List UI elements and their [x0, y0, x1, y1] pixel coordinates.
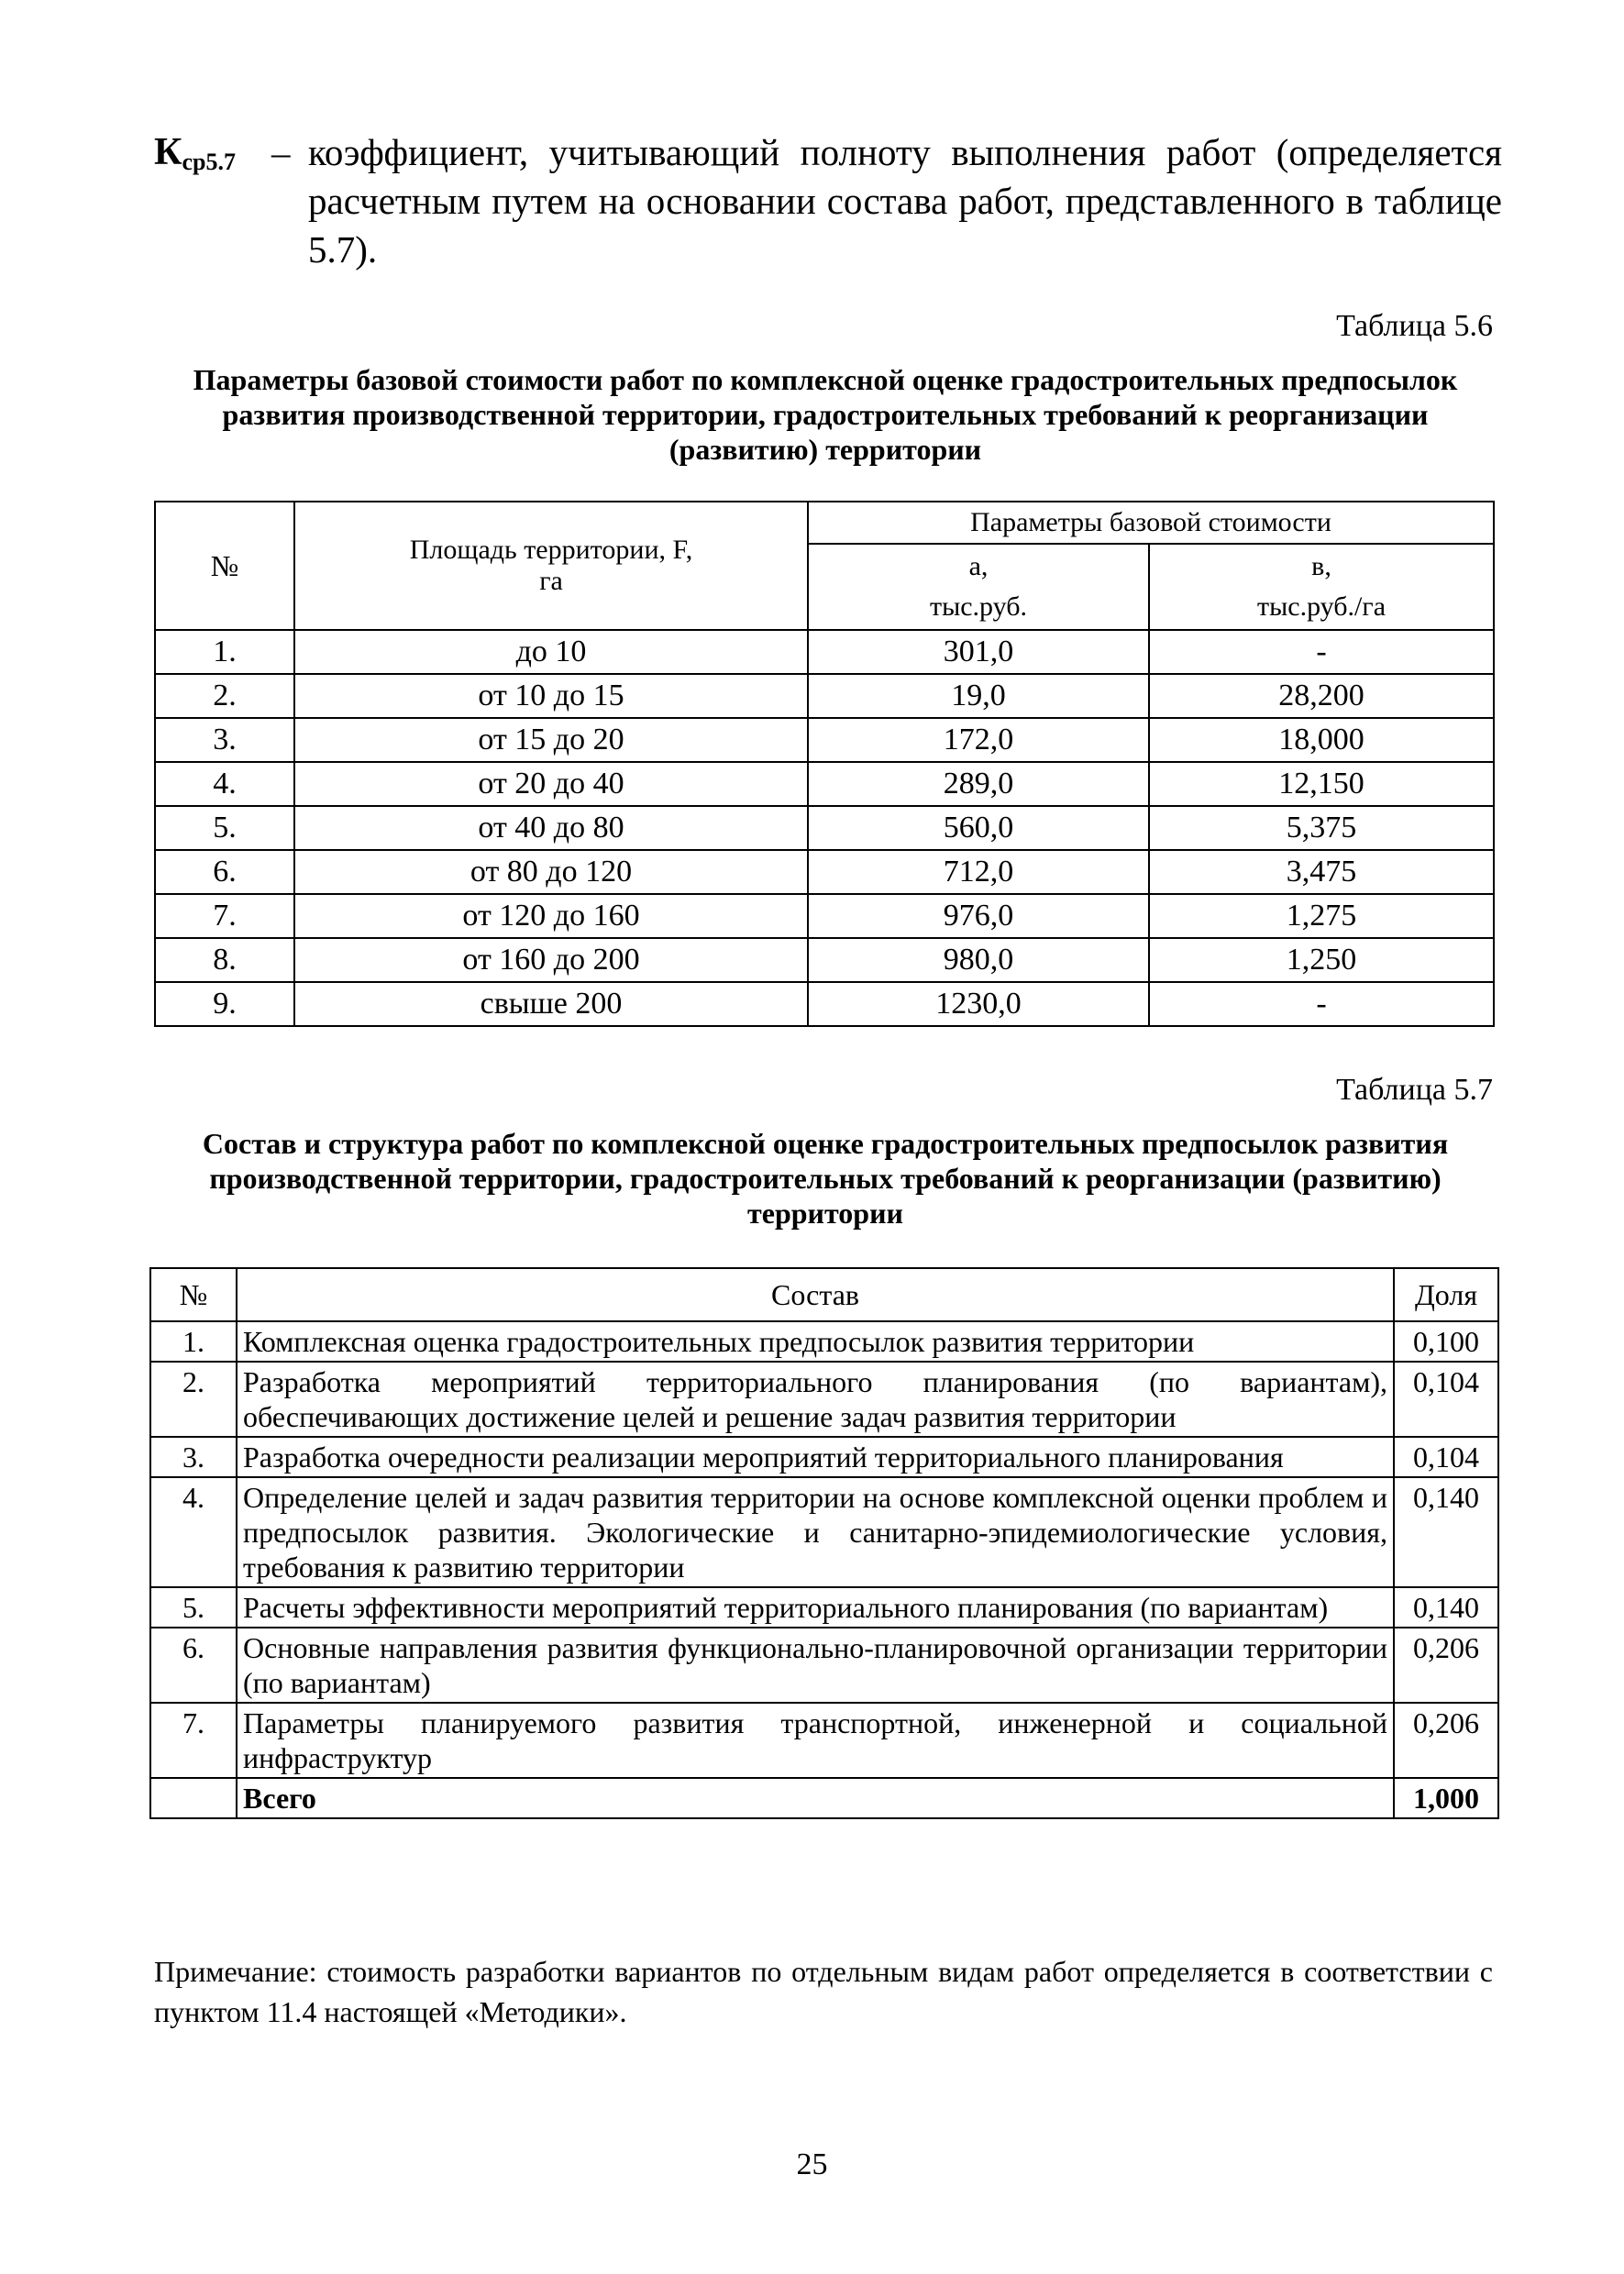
table-5-7-caption: Таблица 5.7	[1336, 1073, 1493, 1107]
row-share: 0,206	[1394, 1628, 1498, 1703]
row-composition: Разработка мероприятий территориального планирования (по вариантам), обеспечивающих достижение целей и решение задач развития территории	[237, 1362, 1394, 1437]
table-row	[155, 806, 1494, 850]
coefficient-symbol	[154, 128, 236, 186]
table-row	[155, 938, 1494, 982]
header-a-unit: тыс.руб.	[929, 591, 1028, 622]
table-row	[155, 762, 1494, 806]
row-b: 5,375	[1149, 806, 1494, 850]
row-area: от 20 до 40	[294, 762, 808, 806]
table-total-row	[150, 1778, 1498, 1818]
coefficient-letter: К	[154, 131, 182, 173]
row-num: 4.	[155, 762, 294, 806]
row-b: -	[1149, 982, 1494, 1026]
table-row	[150, 1628, 1498, 1703]
row-a: 712,0	[808, 850, 1149, 894]
row-area: от 40 до 80	[294, 806, 808, 850]
coefficient-subscript: ср5.7	[182, 149, 236, 175]
row-share: 0,140	[1394, 1587, 1498, 1628]
row-a: 560,0	[808, 806, 1149, 850]
header-area: Площадь территории, F, га	[294, 502, 808, 630]
row-composition: Расчеты эффективности мероприятий территориального планирования (по вариантам)	[237, 1587, 1394, 1628]
table-row	[150, 1587, 1498, 1628]
header-a	[808, 544, 1149, 630]
row-composition: Параметры планируемого развития транспортной, инженерной и социальной инфраструктур	[237, 1703, 1394, 1778]
row-num: 7.	[150, 1703, 237, 1778]
row-a: 1230,0	[808, 982, 1149, 1026]
row-area: от 80 до 120	[294, 850, 808, 894]
row-share: 0,104	[1394, 1362, 1498, 1437]
row-b: 28,200	[1149, 674, 1494, 718]
table-row	[155, 718, 1494, 762]
row-a: 980,0	[808, 938, 1149, 982]
row-a: 19,0	[808, 674, 1149, 718]
row-area: до 10	[294, 630, 808, 674]
row-num: 3.	[155, 718, 294, 762]
row-composition: Разработка очередности реализации мероприятий территориального планирования	[237, 1437, 1394, 1477]
row-area: от 160 до 200	[294, 938, 808, 982]
row-composition: Основные направления развития функционально-планировочной организации территории (по вариантам)	[237, 1628, 1394, 1703]
table-row	[155, 674, 1494, 718]
page-number: 25	[796, 2147, 828, 2181]
row-area: от 10 до 15	[294, 674, 808, 718]
row-share: 0,104	[1394, 1437, 1498, 1477]
table-5-6-header-row	[155, 502, 1494, 544]
row-num: 1.	[155, 630, 294, 674]
note: Примечание: стоимость разработки вариантов по отдельным видам работ определяется в соответствии с пунктом 11.4 настоящей «Методики».	[154, 1955, 1493, 2028]
row-area: свыше 200	[294, 982, 808, 1026]
row-share: 0,100	[1394, 1321, 1498, 1362]
row-num: 6.	[150, 1628, 237, 1703]
row-area: от 15 до 20	[294, 718, 808, 762]
header-b-unit: тыс.руб./га	[1257, 591, 1386, 622]
table-row	[150, 1362, 1498, 1437]
table-5-6-title: Параметры базовой стоимости работ по комплексной оценке градостроительных предпосылок развития производственной территории, градостроительных требований к реорганизации (развитию) территории	[193, 363, 1458, 466]
table-5-6	[154, 501, 1495, 1027]
row-b: 1,275	[1149, 894, 1494, 938]
row-b: -	[1149, 630, 1494, 674]
table-5-6-caption: Таблица 5.6	[1336, 309, 1493, 343]
row-b: 12,150	[1149, 762, 1494, 806]
row-share: 0,140	[1394, 1477, 1498, 1587]
definition-dash: –	[271, 131, 291, 173]
header-a-label: а,	[968, 551, 989, 581]
table-row	[155, 630, 1494, 674]
table-row	[150, 1437, 1498, 1477]
row-num: 8.	[155, 938, 294, 982]
header-params: Параметры базовой стоимости	[808, 502, 1494, 544]
row-num: 6.	[155, 850, 294, 894]
coefficient-text: коэффициент, учитывающий полноту выполнения работ (определяется расчетным путем на основании состава работ, представленного в таблице 5.7).	[308, 131, 1502, 270]
row-composition: Определение целей и задач развития территории на основе комплексной оценки проблем и предпосылок развития. Экологические и санитарно-эпидемиологические условия, требования к развитию территории	[237, 1477, 1394, 1587]
row-num: 5.	[150, 1587, 237, 1628]
total-label: Всего	[237, 1778, 1394, 1818]
row-a: 976,0	[808, 894, 1149, 938]
header-b-label: в,	[1311, 551, 1331, 581]
row-num: 2.	[155, 674, 294, 718]
table-row	[150, 1703, 1498, 1778]
header-num: №	[150, 1268, 237, 1321]
header-num: №	[155, 502, 294, 630]
table-row	[155, 894, 1494, 938]
row-num: 9.	[155, 982, 294, 1026]
row-share: 0,206	[1394, 1703, 1498, 1778]
table-row	[155, 982, 1494, 1026]
row-a: 289,0	[808, 762, 1149, 806]
row-b: 3,475	[1149, 850, 1494, 894]
header-share: Доля	[1394, 1268, 1498, 1321]
row-b: 18,000	[1149, 718, 1494, 762]
table-row	[150, 1477, 1498, 1587]
table-row	[150, 1321, 1498, 1362]
row-num: 7.	[155, 894, 294, 938]
row-num: 1.	[150, 1321, 237, 1362]
row-num: 4.	[150, 1477, 237, 1587]
table-5-7-header-row	[150, 1268, 1498, 1321]
table-5-7	[149, 1267, 1499, 1819]
row-a: 301,0	[808, 630, 1149, 674]
row-composition: Комплексная оценка градостроительных предпосылок развития территории	[237, 1321, 1394, 1362]
total-num-empty	[150, 1778, 237, 1818]
row-area: от 120 до 160	[294, 894, 808, 938]
row-num: 3.	[150, 1437, 237, 1477]
row-b: 1,250	[1149, 938, 1494, 982]
row-a: 172,0	[808, 718, 1149, 762]
table-5-7-title: Состав и структура работ по комплексной оценке градостроительных предпосылок развития производственной территории, градостроительных требований к реорганизации (развитию) территории	[202, 1127, 1449, 1230]
table-row	[155, 850, 1494, 894]
row-num: 5.	[155, 806, 294, 850]
row-num: 2.	[150, 1362, 237, 1437]
header-b	[1149, 544, 1494, 630]
header-composition: Состав	[237, 1268, 1394, 1321]
total-share: 1,000	[1394, 1778, 1498, 1818]
